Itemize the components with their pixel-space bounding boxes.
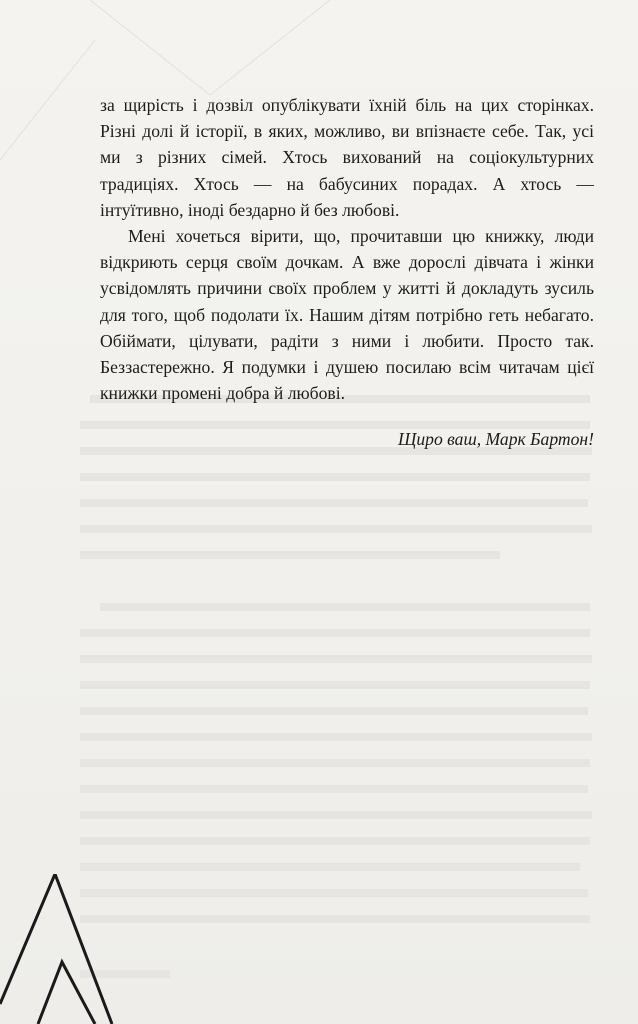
paragraph-2: Мені хочеться вірити, що, прочитавши цю книжку, люди відкриють серця своїм дочкам. А вже дорослі дівчата і жінки усвідомлять причини своїх проблем у житті й докладуть зусиль для того, щоб подолати їх. Нашим дітям потрібно геть небагато. Обіймати, цілувати, радіти з ними і любити. Просто так. Беззастережно. Я подумки і душею посилаю всім читачам цієї книжки промені добра й любові.	[100, 226, 594, 404]
body-text	[100, 92, 594, 453]
signature: Щиро ваш, Марк Бартон!	[398, 429, 594, 450]
paragraph-1: за щирість і дозвіл опублікувати їхній біль на цих сторінках. Різні долі й історії, в яких, можливо, ви впізнаєте себе. Так, усі ми з різних сімей. Хтось вихований на соціокультурних традиціях. Хтось — на бабусиних порадах. А хтось — інтуїтивно, іноді бездарно й без любові.	[100, 95, 594, 220]
triangle-outline-icon	[0, 874, 150, 1024]
